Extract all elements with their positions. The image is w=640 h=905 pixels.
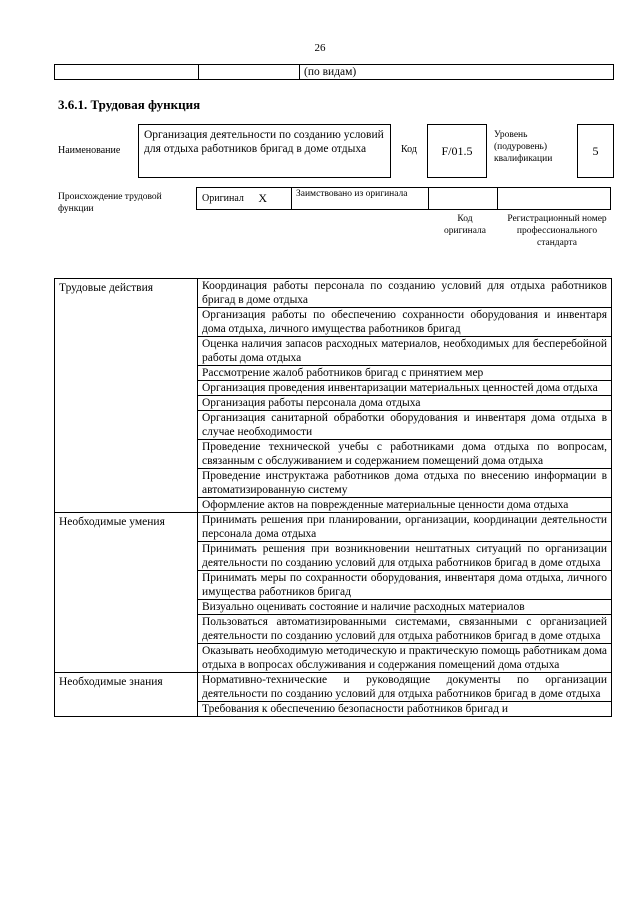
section-title: 3.6.1. Трудовая функция — [58, 97, 201, 112]
table-row — [55, 673, 612, 702]
registration-number-cell — [497, 187, 611, 210]
function-table — [54, 278, 612, 717]
item-cell: Оформление актов на поврежденные материальные ценности дома отдыха — [198, 498, 612, 513]
item-cell: Нормативно-технические и руководящие документы по организации деятельности по созданию условий для отдыха работников бригад в доме отдыха — [198, 673, 612, 702]
item-cell: Оказывать необходимую методическую и практическую помощь работникам дома отдыха в вопросах обслуживания и содержания помещений дома отдыха — [198, 644, 612, 673]
item-cell: Принимать меры по сохранности оборудования, инвентаря дома отдыха, личного имущества работников бригад — [198, 571, 612, 600]
level-label: Уровень (подуровень) квалификации — [494, 130, 553, 164]
code-label: Код — [401, 144, 417, 155]
continuation-cell-1 — [55, 65, 199, 79]
original-code-cell — [428, 187, 498, 210]
item-cell: Требования к обеспечению безопасности работников бригад и — [198, 702, 612, 717]
item-cell: Рассмотрение жалоб работников бригад с принятием мер — [198, 366, 612, 381]
continuation-row — [54, 64, 614, 80]
name-label: Наименование — [58, 145, 121, 156]
function-code: F/01.5 — [427, 124, 487, 178]
item-cell: Организация работы персонала дома отдыха — [198, 396, 612, 411]
category-cell: Необходимые знания — [55, 673, 198, 717]
item-cell: Проведение технической учебы с работниками дома отдыха по вопросам, связанным с обслуживанием и содержанием помещений дома отдыха — [198, 440, 612, 469]
registration-caption: Регистрационный номер профессионального стандарта — [507, 214, 607, 248]
item-cell: Организация проведения инвентаризации материальных ценностей дома отдыха — [198, 381, 612, 396]
continuation-cell-3: (по видам) — [304, 66, 357, 78]
item-cell: Принимать решения при возникновении нештатных ситуаций по организации деятельности по созданию условий для отдыха работников бригад в доме отдыха — [198, 542, 612, 571]
category-cell: Трудовые действия — [55, 279, 198, 513]
item-cell: Проведение инструктажа работников дома отдыха по внесению информации в автоматизированную систему — [198, 469, 612, 498]
item-cell: Визуально оценивать состояние и наличие расходных материалов — [198, 600, 612, 615]
item-cell: Принимать решения при планировании, организации, координации деятельности персонала дома отдыха — [198, 513, 612, 542]
item-cell: Оценка наличия запасов расходных материалов, необходимых для бесперебойной работы дома отдыха — [198, 337, 612, 366]
table-row — [55, 279, 612, 308]
original-mark: X — [258, 191, 267, 205]
category-cell: Необходимые умения — [55, 513, 198, 673]
item-cell: Организация работы по обеспечению сохранности оборудования и инвентаря дома отдыха, личного имущества работников бригад — [198, 308, 612, 337]
qualification-level: 5 — [577, 124, 614, 178]
item-cell: Пользоваться автоматизированными системами, связанными с организацией деятельности по созданию условий для отдыха работников бригад в доме отдыха — [198, 615, 612, 644]
page-number: 26 — [314, 42, 326, 54]
original-label: Оригинал — [202, 193, 244, 204]
original-cell — [196, 187, 292, 210]
origin-label: Происхождение трудовой функции — [58, 192, 162, 214]
continuation-cell-2 — [199, 65, 300, 79]
item-cell: Организация санитарной обработки оборудования и инвентаря дома отдыха в случае необходимости — [198, 411, 612, 440]
item-cell: Координация работы персонала по созданию условий для отдыха работников бригад в доме отдыха — [198, 279, 612, 308]
origin-row — [196, 187, 612, 210]
table-row — [55, 513, 612, 542]
borrowed-label: Заимствовано из оригинала — [291, 187, 429, 210]
function-name: Организация деятельности по созданию условий для отдыха работников бригад в доме отдыха — [138, 124, 391, 178]
code-caption: Код оригинала — [444, 214, 486, 236]
